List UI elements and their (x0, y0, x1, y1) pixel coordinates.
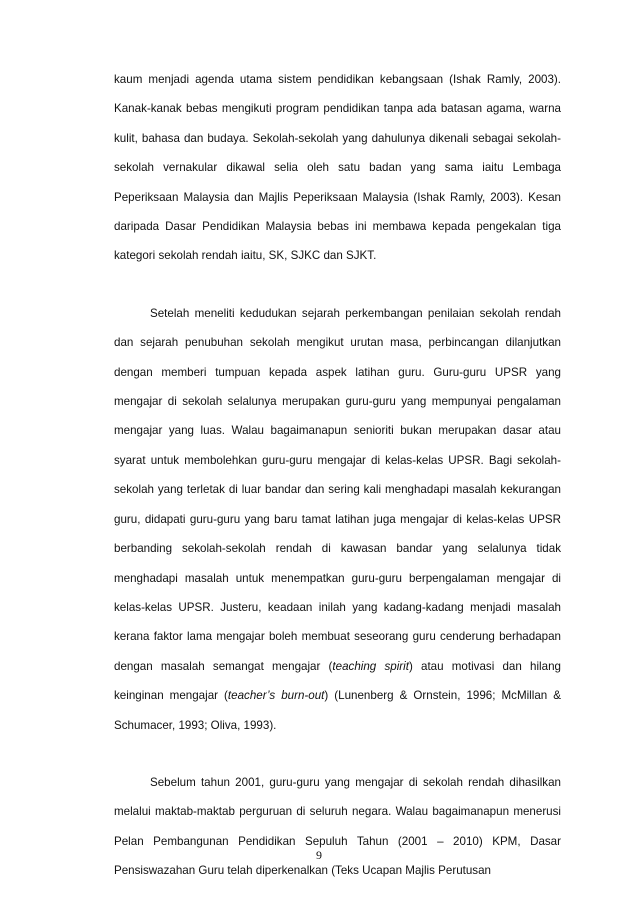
paragraph-gap (114, 271, 561, 299)
paragraph-gap (114, 740, 561, 768)
page-number: 9 (316, 848, 322, 862)
paragraph-1-text: kaum menjadi agenda utama sistem pendidikan kebangsaan (Ishak Ramly, 2003). Kanak-kanak bebas mengikuti program pendidikan tanpa ada batasan agama, warna kulit, bahasa dan budaya. Sekolah-sekolah yang dahulunya dikenali sebagai sekolah-sekolah vernakular dikawal selia oleh satu badan yang sama iaitu Lembaga Peperiksaan Malaysia dan Majlis Peperiksaan Malaysia (Ishak Ramly, 2003). Kesan daripada Dasar Pendidikan Malaysia bebas ini membawa kepada pengekalan tiga kategori sekolah rendah iaitu, SK, SJKC dan SJKT. (114, 73, 561, 263)
paragraph-2-text-b: ) atau motivasi dan hilang keinginan mengajar ( (114, 659, 561, 703)
paragraph-1 (114, 65, 561, 271)
paragraph-2-text-a: Setelah meneliti kedudukan sejarah perkembangan penilaian sekolah rendah dan sejarah penubuhan sekolah mengikut urutan masa, perbincangan dilanjutkan dengan memberi tumpuan kepada aspek latihan guru. Guru-guru UPSR yang mengajar di sekolah selalunya merupakan guru-guru yang mempunyai pengalaman mengajar yang luas. Walau bagaimanapun senioriti bukan merupakan dasar atau syarat untuk membolehkan guru-guru mengajar di kelas-kelas UPSR. Bagi sekolah-sekolah yang terletak di luar bandar dan sering kali menghadapi masalah kekurangan guru, didapati guru-guru yang baru tamat latihan juga mengajar di kelas-kelas UPSR berbanding sekolah-sekolah rendah di kawasan bandar yang selalunya tidak menghadapi masalah untuk menempatkan guru-guru berpengalaman mengajar di kelas-kelas UPSR. Justeru, keadaan inilah yang kadang-kadang menjadi masalah kerana faktor lama mengajar boleh membuat seseorang guru cenderung berhadapan dengan masalah semangat mengajar ( (114, 306, 561, 673)
term-teachers-burn-out: teacher’s burn-out (227, 689, 325, 703)
body-text (114, 65, 561, 886)
paragraph-3 (114, 768, 561, 886)
paragraph-2 (114, 299, 561, 740)
paragraph-2-text-c: ) (Lunenberg & Ornstein, 1996; McMillan & Schumacer, 1993; Oliva, 1993). (114, 689, 561, 732)
term-teaching-spirit: teaching spirit (332, 659, 409, 673)
paragraph-3-text: Sebelum tahun 2001, guru-guru yang mengajar di sekolah rendah dihasilkan melalui maktab-maktab perguruan di seluruh negara. Walau bagaimanapun menerusi Pelan Pembangunan Pendidikan Sepuluh Tahun (2001 – 2010) KPM, Dasar Pensiswazahan Guru telah diperkenalkan (Teks Ucapan Majlis Perutusan (114, 775, 561, 878)
